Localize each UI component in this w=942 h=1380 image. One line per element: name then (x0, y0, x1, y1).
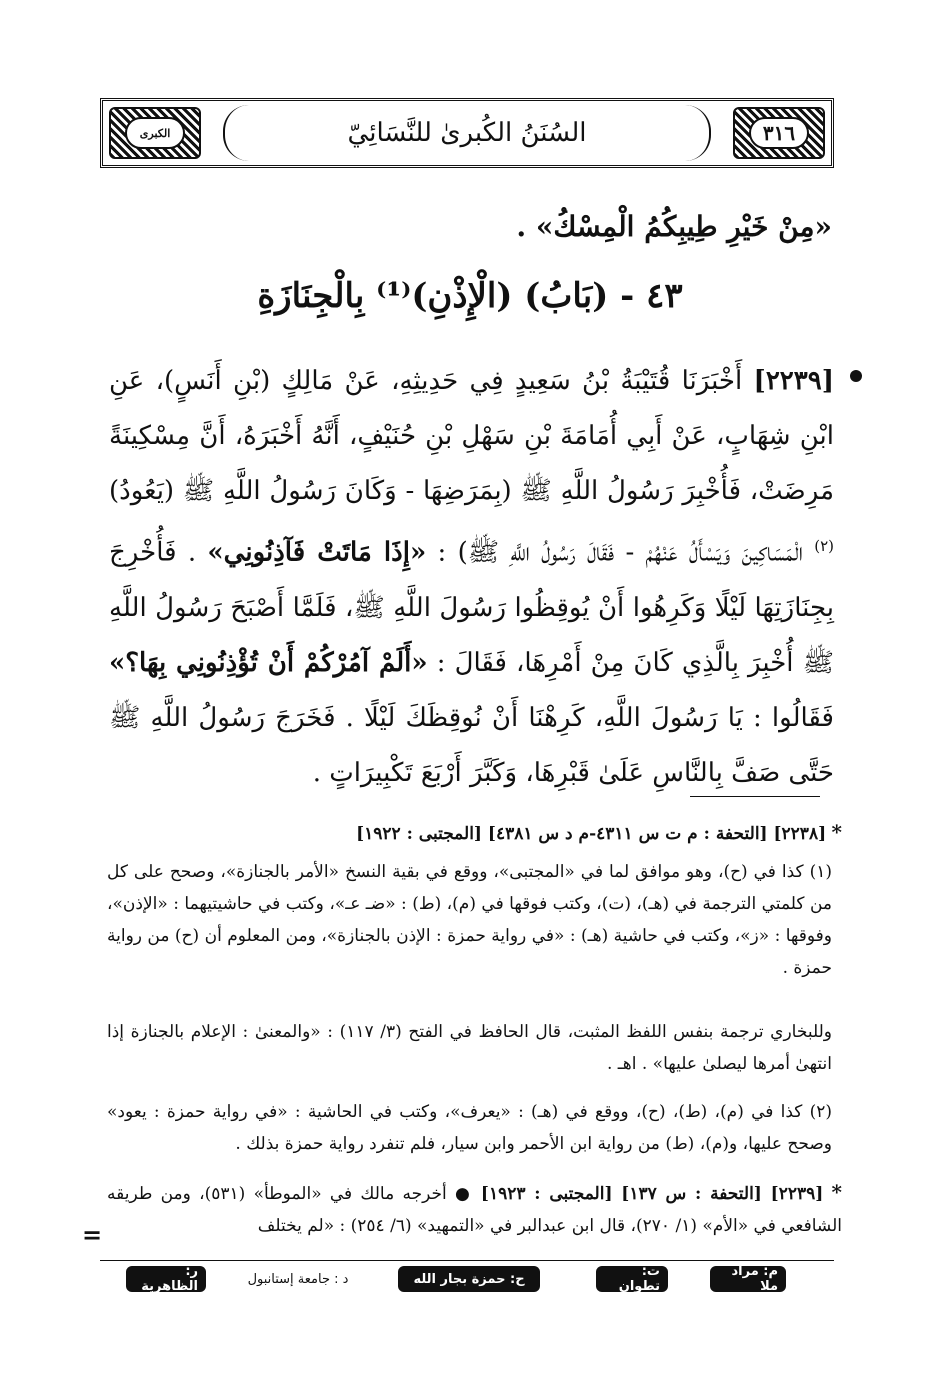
legend-m: م: مراد ملا (710, 1266, 786, 1292)
ref-2239-label: [٢٢٣٩] [التحفة : س ١٣٧] [المجتبى : ١٩٢٣] (480, 1184, 824, 1204)
page-number: ٣١٦ (749, 117, 809, 149)
footnote-ref-2: (٢) (814, 537, 835, 555)
footnote-separator (690, 796, 820, 797)
star-marker: * (831, 1180, 842, 1204)
legend-d: د : جامعة إستانبول (247, 1271, 349, 1287)
legend-t: ت: تطوان (596, 1266, 668, 1292)
continuation-mark: = (82, 1220, 103, 1249)
page-number-ornament (733, 107, 825, 159)
footnote-2: (٢) كذا في (م)، (ط)، (ح)، ووقع في (هـ) : «يعرف»، وكتب في الحاشية : «في رواية حمزة : يعود» وصحح عليها، و(م)، (ط) من رواية ابن الأحمر وابن سيار، فلم تنفرد رواية حمزة بذلك . (107, 1102, 832, 1154)
footnote-1b: وللبخاري ترجمة بنفس اللفظ المثبت، قال الحافظ في الفتح (٣/ ١١٧) : «والمعنىٰ : الإعلام بالجنازة إذا انتهىٰ أمرها ليصلىٰ عليها» . اهـ . (107, 1022, 832, 1074)
ref-2239-text: ● أخرجه مالك في «الموطأ» (٥٣١)، ومن طريقه الشافعي في «الأم» (١/ ٢٧٠)، قال ابن عبدالبر في «التمهيد» (٦/ ٢٥٤) : «لم يختلف (107, 1184, 842, 1236)
footnote-1: (١) كذا في (ح)، وهو موافق لما في «المجتبى»، ووقع في بقية النسخ «الأمر بالجنازة»، وصحح على كل من كلمتي الترجمة في (هـ)، (ت)، وكتب فوقها في (م)، (ط) : «ضـ عـ»، وكتب في حاشيتيهما : «الإذن»، وفوقها : «ز»، وكتب في حاشية (هـ) : «في رواية حمزة : الإذن بالجنازة»، ومن المعلوم أن (ح) من رواية حمزة . (107, 862, 832, 978)
book-logo: الكبرى (139, 126, 171, 140)
hadith-number: [٢٢٣٩] (753, 366, 834, 396)
previous-hadith-end: «مِنْ خَيْرِ طِيبِكُمُ الْمِسْكُ» . (516, 210, 832, 243)
prophet-quote-1: «إِذَا مَاتَتْ فَآذِنُونِي» (207, 537, 427, 568)
star-marker: * (831, 820, 842, 844)
hadith-part-1: قُتَيْبَةُ بْنُ سَعِيدٍ فِي حَدِيثِهِ، عَنْ مَالِكٍ (بْنِ أَنَسٍ)، عَنِ ابْنِ شِهَابٍ، عَنْ أَبِي أُمَامَةَ بْنِ سَهْلِ بْنِ حُنَيْفٍ، أَنَّهُ أَخْبَرَهُ، أَنَّ مِسْكِينَةً مَرِضَتْ، فَأُخْبِرَ رَسُولُ اللَّهِ ﷺ (بِمَرَضِهَا - وَكَانَ رَسُولُ اللَّهِ ﷺ (يَعُودُ) (109, 366, 834, 506)
footnote-ref-2238 (107, 816, 842, 850)
hadith-bullet (850, 370, 862, 382)
book-title: السُنَنُ الكُبرىٰ للنَّسَائِيّ (223, 105, 711, 161)
hadith-part-2: الْمَسَاكِينَ وَيَسْأَلُ عَنْهُمْ - فَقَالَ رَسُولُ اللَّهِ ﷺ) : (437, 537, 803, 568)
book-logo-ornament (109, 107, 201, 159)
chapter-heading: ٤٣ - (بَابُ) (الْإِذْنِ)⁽¹⁾ بِالْجِنَازَةِ (257, 276, 683, 316)
ref-2238-text: [٢٢٣٨] [التحفة : م ت س ٤٣١١-م د س ٤٣٨١] [المجتبى : ١٩٢٢] (356, 824, 827, 844)
hadith-intro: أَخْبَرَنَا (681, 366, 743, 396)
hadith-text (109, 354, 834, 801)
prophet-quote-2: «أَلَمْ آمُرْكُمْ أَنْ تُؤْذِنُونِي بِهَا؟» (109, 647, 428, 678)
legend-separator (100, 1260, 834, 1261)
hadith-part-4: فَقَالُوا : يَا رَسُولَ اللَّهِ، كَرِهْنَا أَنْ نُوقِظَكَ لَيْلًا . فَخَرَجَ رَسُولُ اللَّهِ ﷺ حَتَّى صَفَّ بِالنَّاسِ عَلَىٰ قَبْرِهَا، وَكَبَّرَ أَرْبَعَ تَكْبِيرَاتٍ . (109, 702, 834, 788)
hadith-part-3: . فَأُخْرِجَ بِجِنَازَتِهَا لَيْلًا وَكَرِهُوا أَنْ يُوقِظُوا رَسُولَ اللَّهِ ﷺ، فَلَمَّا أَصْبَحَ رَسُولُ اللَّهِ ﷺ أُخْبِرَ بِالَّذِي كَانَ مِنْ أَمْرِهَا، فَقَالَ : (109, 537, 834, 678)
footnote-ref-2239 (107, 1176, 842, 1242)
legend-h: ح: حمزة بجار الله (398, 1266, 540, 1292)
page-header (100, 98, 834, 168)
legend-r: ر: الظاهرية (126, 1266, 206, 1292)
